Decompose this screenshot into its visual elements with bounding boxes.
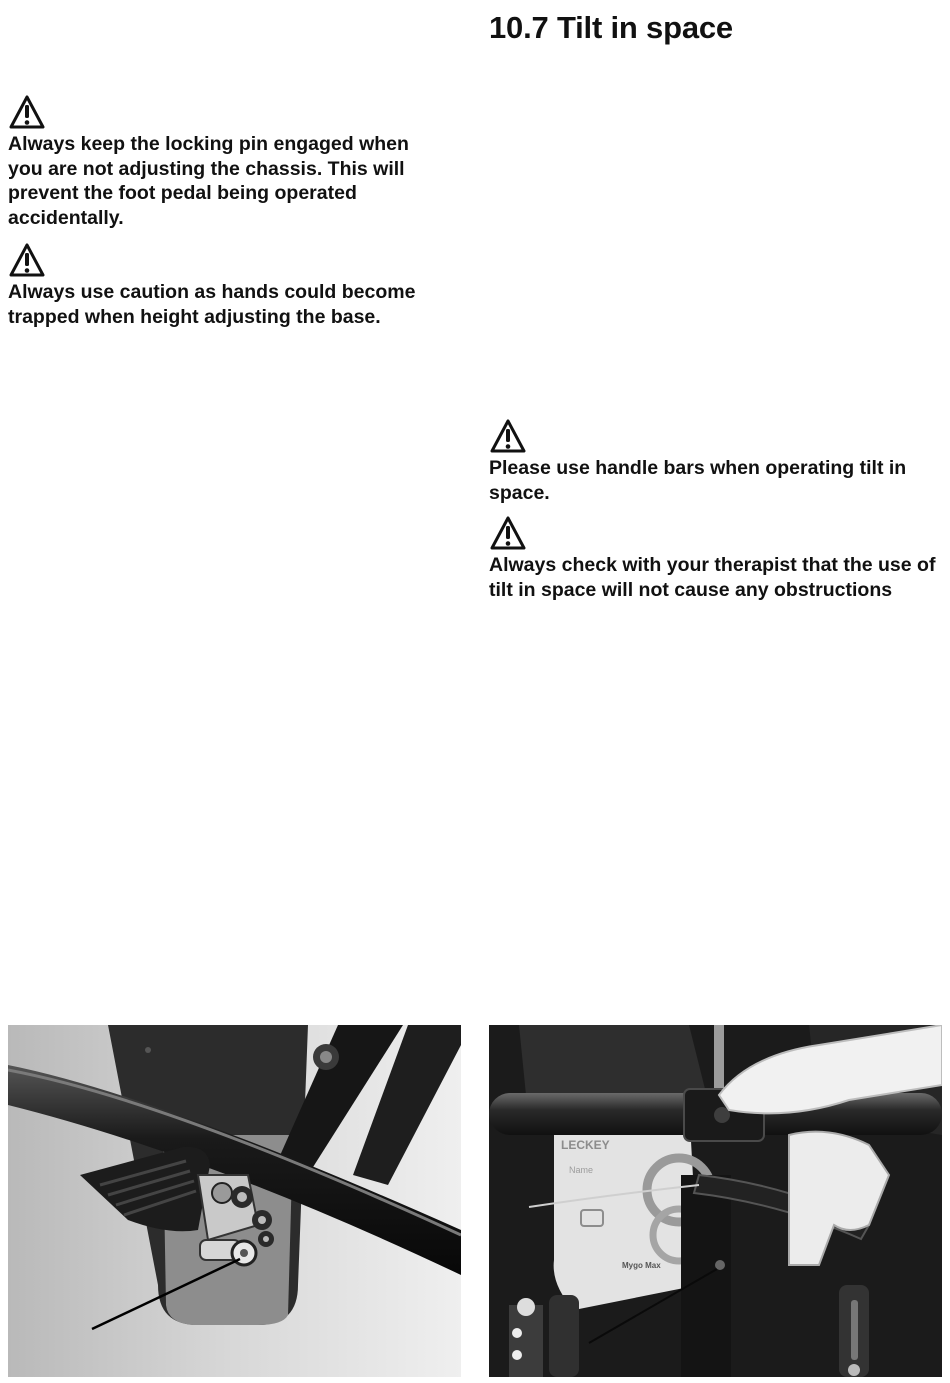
warning-locking-pin [8, 94, 448, 230]
warning-text: Always check with your therapist that the use of tilt in space will not cause any obstructions [489, 554, 936, 601]
warning-hands-trapped [8, 242, 448, 329]
warning-triangle-icon [8, 94, 46, 130]
warning-triangle-icon [8, 242, 46, 278]
warning-triangle-icon [489, 515, 527, 551]
panel-product-label: Mygo Max [622, 1261, 661, 1270]
section-heading: 10.7 Tilt in space [489, 10, 733, 45]
warning-therapist [489, 515, 944, 602]
warning-triangle-icon [489, 418, 527, 454]
chassis-pedal-photo [8, 1025, 461, 1377]
tilt-handle-photo [489, 1025, 942, 1377]
panel-brand-label: LECKEY [561, 1138, 610, 1152]
warning-text: Always use caution as hands could become trapped when height adjusting the base. [8, 281, 416, 328]
warning-handle-bars [489, 418, 944, 505]
panel-name-label: Name [569, 1165, 594, 1175]
warning-text: Please use handle bars when operating tilt in space. [489, 457, 907, 504]
warning-text: Always keep the locking pin engaged when you are not adjusting the chassis. This will prevent the foot pedal being operated accidentally. [8, 133, 409, 229]
